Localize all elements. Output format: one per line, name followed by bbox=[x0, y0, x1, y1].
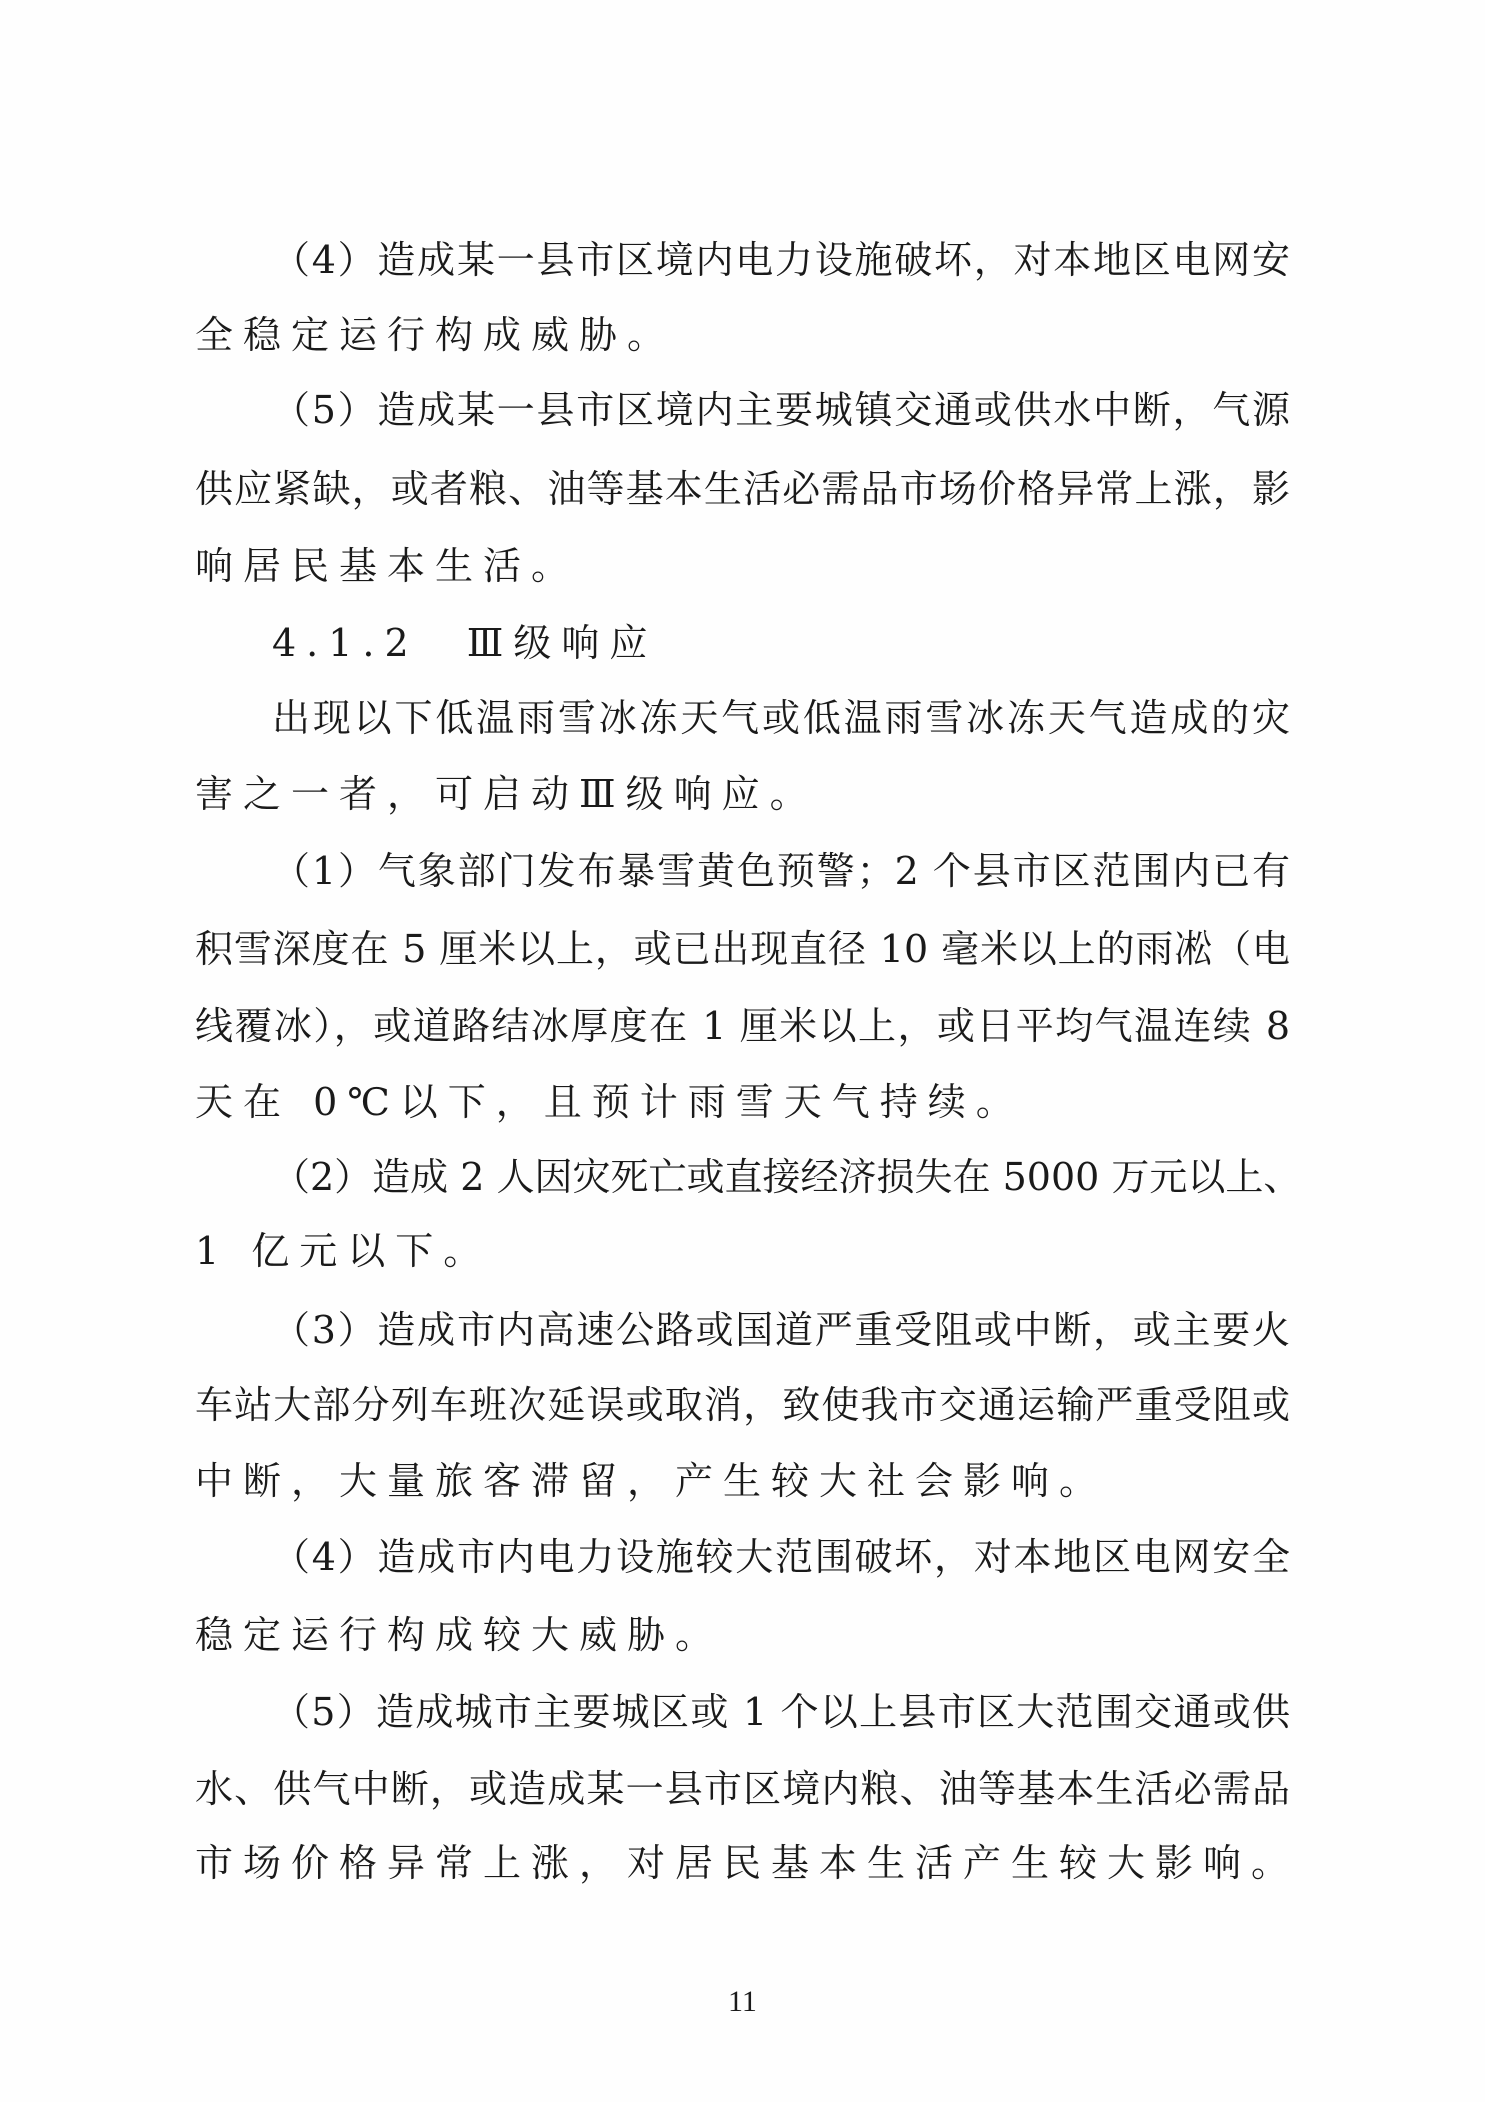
paragraph-line: （3）造成市内高速公路或国道严重受阻或中断，或主要火 bbox=[272, 1308, 1290, 1352]
paragraph-line: 车站大部分列车班次延误或取消，致使我市交通运输严重受阻或 bbox=[195, 1383, 1290, 1427]
paragraph-line: （4）造成某一县市区境内电力设施破坏，对本地区电网安 bbox=[272, 238, 1290, 282]
paragraph-line: 出现以下低温雨雪冰冻天气或低温雨雪冰冻天气造成的灾 bbox=[272, 696, 1290, 740]
paragraph-line: （5）造成城市主要城区或 1 个以上县市区大范围交通或供 bbox=[272, 1690, 1290, 1734]
paragraph-line: （1）气象部门发布暴雪黄色预警；2 个县市区范围内已有 bbox=[272, 849, 1290, 893]
paragraph-line: 供应紧缺，或者粮、油等基本生活必需品市场价格异常上涨，影 bbox=[195, 467, 1290, 511]
paragraph-line: 全稳定运行构成威胁。 bbox=[195, 313, 676, 357]
paragraph-line: （5）造成某一县市区境内主要城镇交通或供水中断，气源 bbox=[272, 388, 1290, 432]
paragraph-line: 积雪深度在 5 厘米以上，或已出现直径 10 毫米以上的雨凇（电 bbox=[195, 927, 1290, 971]
paragraph-line: （2）造成 2 人因灾死亡或直接经济损失在 5000 万元以上、 bbox=[272, 1155, 1302, 1199]
paragraph-line: 天在 0℃以下，且预计雨雪天气持续。 bbox=[195, 1080, 1024, 1124]
paragraph-line: 中断，大量旅客滞留，产生较大社会影响。 bbox=[195, 1459, 1108, 1503]
paragraph-line: 1 亿元以下。 bbox=[195, 1229, 492, 1273]
paragraph-line: 线覆冰），或道路结冰厚度在 1 厘米以上，或日平均气温连续 8 bbox=[195, 1004, 1290, 1048]
paragraph-line: 害之一者，可启动Ⅲ级响应。 bbox=[195, 772, 818, 816]
section-heading: 4.1.2 Ⅲ级响应 bbox=[272, 621, 658, 665]
paragraph-line: 市场价格异常上涨，对居民基本生活产生较大影响。 bbox=[195, 1841, 1300, 1885]
paragraph-line: 稳定运行构成较大威胁。 bbox=[195, 1613, 724, 1657]
paragraph-line: 水、供气中断，或造成某一县市区境内粮、油等基本生活必需品 bbox=[195, 1767, 1290, 1811]
paragraph-line: （4）造成市内电力设施较大范围破坏，对本地区电网安全 bbox=[272, 1535, 1290, 1579]
page-number: 11 bbox=[728, 1985, 757, 2018]
paragraph-line: 响居民基本生活。 bbox=[195, 544, 580, 588]
